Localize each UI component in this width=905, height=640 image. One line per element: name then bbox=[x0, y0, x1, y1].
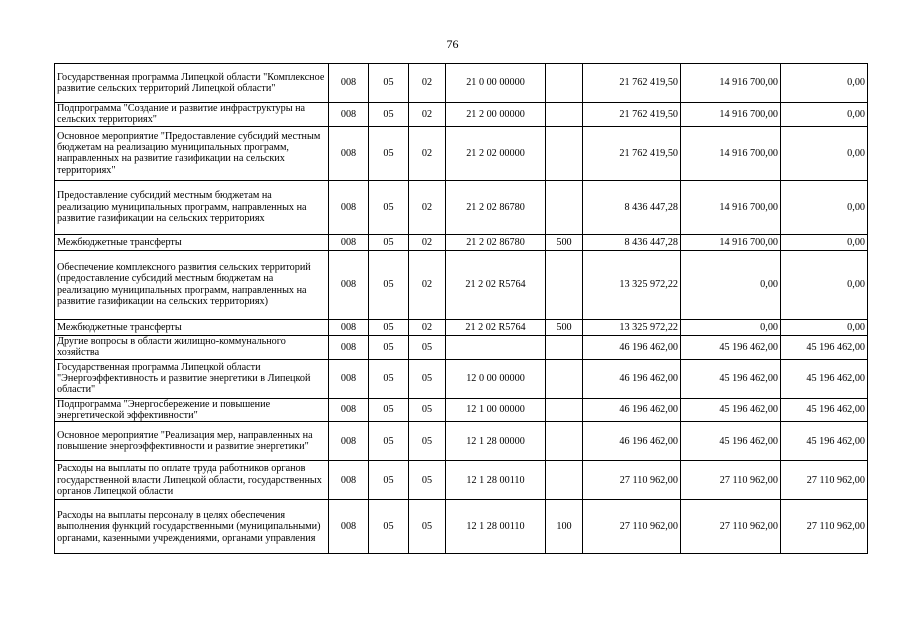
amount-year2-cell: 14 916 700,00 bbox=[681, 126, 781, 180]
table-row bbox=[55, 250, 868, 319]
subsection-code-cell: 05 bbox=[409, 398, 446, 422]
target-article-cell: 12 1 28 00000 bbox=[446, 422, 546, 461]
section-code-cell: 05 bbox=[369, 335, 409, 359]
amount-year3-cell: 0,00 bbox=[781, 234, 868, 250]
section-code-cell: 05 bbox=[369, 234, 409, 250]
admin-code-cell: 008 bbox=[329, 335, 369, 359]
target-article-cell: 21 0 00 00000 bbox=[446, 64, 546, 103]
amount-year1-cell: 21 762 419,50 bbox=[583, 103, 681, 127]
section-code-cell: 05 bbox=[369, 250, 409, 319]
subsection-code-cell: 02 bbox=[409, 234, 446, 250]
subsection-code-cell: 02 bbox=[409, 64, 446, 103]
section-code-cell: 05 bbox=[369, 461, 409, 500]
expense-type-cell bbox=[546, 398, 583, 422]
expense-type-cell bbox=[546, 103, 583, 127]
target-article-cell: 12 1 00 00000 bbox=[446, 398, 546, 422]
admin-code-cell: 008 bbox=[329, 359, 369, 398]
budget-table bbox=[54, 63, 868, 554]
target-article-cell: 12 1 28 00110 bbox=[446, 461, 546, 500]
row-name-cell: Расходы на выплаты персоналу в целях обеспечения выполнения функций государственными (муниципальными) органами, казенными учреждениями, органами управления bbox=[55, 500, 329, 554]
admin-code-cell: 008 bbox=[329, 461, 369, 500]
amount-year3-cell: 0,00 bbox=[781, 250, 868, 319]
subsection-code-cell: 02 bbox=[409, 250, 446, 319]
subsection-code-cell: 02 bbox=[409, 126, 446, 180]
amount-year1-cell: 13 325 972,22 bbox=[583, 250, 681, 319]
amount-year1-cell: 46 196 462,00 bbox=[583, 359, 681, 398]
target-article-cell: 12 1 28 00110 bbox=[446, 500, 546, 554]
amount-year1-cell: 46 196 462,00 bbox=[583, 398, 681, 422]
admin-code-cell: 008 bbox=[329, 126, 369, 180]
expense-type-cell bbox=[546, 422, 583, 461]
section-code-cell: 05 bbox=[369, 359, 409, 398]
amount-year1-cell: 8 436 447,28 bbox=[583, 180, 681, 234]
row-name-cell: Государственная программа Липецкой области "Энергоэффективность и развитие энергетики в Липецкой области" bbox=[55, 359, 329, 398]
table-row bbox=[55, 359, 868, 398]
table-row bbox=[55, 64, 868, 103]
expense-type-cell bbox=[546, 64, 583, 103]
table-row bbox=[55, 180, 868, 234]
amount-year3-cell: 45 196 462,00 bbox=[781, 422, 868, 461]
admin-code-cell: 008 bbox=[329, 180, 369, 234]
expense-type-cell: 100 bbox=[546, 500, 583, 554]
amount-year2-cell: 45 196 462,00 bbox=[681, 398, 781, 422]
section-code-cell: 05 bbox=[369, 319, 409, 335]
amount-year2-cell: 0,00 bbox=[681, 319, 781, 335]
amount-year2-cell: 14 916 700,00 bbox=[681, 64, 781, 103]
amount-year1-cell: 21 762 419,50 bbox=[583, 126, 681, 180]
target-article-cell: 21 2 02 86780 bbox=[446, 234, 546, 250]
amount-year3-cell: 0,00 bbox=[781, 64, 868, 103]
table-row bbox=[55, 126, 868, 180]
admin-code-cell: 008 bbox=[329, 103, 369, 127]
amount-year1-cell: 13 325 972,22 bbox=[583, 319, 681, 335]
amount-year2-cell: 14 916 700,00 bbox=[681, 180, 781, 234]
subsection-code-cell: 02 bbox=[409, 319, 446, 335]
subsection-code-cell: 02 bbox=[409, 103, 446, 127]
table-row bbox=[55, 335, 868, 359]
target-article-cell: 21 2 02 86780 bbox=[446, 180, 546, 234]
section-code-cell: 05 bbox=[369, 180, 409, 234]
expense-type-cell: 500 bbox=[546, 234, 583, 250]
admin-code-cell: 008 bbox=[329, 319, 369, 335]
expense-type-cell bbox=[546, 180, 583, 234]
admin-code-cell: 008 bbox=[329, 250, 369, 319]
row-name-cell: Другие вопросы в области жилищно-коммунального хозяйства bbox=[55, 335, 329, 359]
row-name-cell: Межбюджетные трансферты bbox=[55, 319, 329, 335]
table-row bbox=[55, 319, 868, 335]
target-article-cell: 21 2 02 R5764 bbox=[446, 319, 546, 335]
admin-code-cell: 008 bbox=[329, 234, 369, 250]
target-article-cell: 21 2 02 00000 bbox=[446, 126, 546, 180]
target-article-cell: 21 2 00 00000 bbox=[446, 103, 546, 127]
row-name-cell: Межбюджетные трансферты bbox=[55, 234, 329, 250]
admin-code-cell: 008 bbox=[329, 422, 369, 461]
expense-type-cell bbox=[546, 126, 583, 180]
row-name-cell: Обеспечение комплексного развития сельских территорий (предоставление субсидий местным бюджетам на реализацию муниципальных программ, направленных на развитие газификации на сельских территориях) bbox=[55, 250, 329, 319]
target-article-cell: 21 2 02 R5764 bbox=[446, 250, 546, 319]
subsection-code-cell: 02 bbox=[409, 180, 446, 234]
expense-type-cell bbox=[546, 250, 583, 319]
section-code-cell: 05 bbox=[369, 103, 409, 127]
expense-type-cell: 500 bbox=[546, 319, 583, 335]
subsection-code-cell: 05 bbox=[409, 500, 446, 554]
row-name-cell: Государственная программа Липецкой области "Комплексное развитие сельских территорий Липецкой области" bbox=[55, 64, 329, 103]
subsection-code-cell: 05 bbox=[409, 359, 446, 398]
table-row bbox=[55, 461, 868, 500]
amount-year2-cell: 45 196 462,00 bbox=[681, 422, 781, 461]
section-code-cell: 05 bbox=[369, 64, 409, 103]
amount-year2-cell: 0,00 bbox=[681, 250, 781, 319]
amount-year2-cell: 27 110 962,00 bbox=[681, 500, 781, 554]
amount-year1-cell: 46 196 462,00 bbox=[583, 335, 681, 359]
table-body bbox=[55, 64, 868, 554]
subsection-code-cell: 05 bbox=[409, 422, 446, 461]
amount-year2-cell: 45 196 462,00 bbox=[681, 335, 781, 359]
row-name-cell: Подпрограмма "Энергосбережение и повышение энергетической эффективности" bbox=[55, 398, 329, 422]
amount-year1-cell: 21 762 419,50 bbox=[583, 64, 681, 103]
amount-year3-cell: 27 110 962,00 bbox=[781, 500, 868, 554]
amount-year2-cell: 45 196 462,00 bbox=[681, 359, 781, 398]
admin-code-cell: 008 bbox=[329, 64, 369, 103]
amount-year2-cell: 14 916 700,00 bbox=[681, 103, 781, 127]
page-number: 76 bbox=[446, 37, 459, 51]
amount-year3-cell: 45 196 462,00 bbox=[781, 359, 868, 398]
admin-code-cell: 008 bbox=[329, 500, 369, 554]
section-code-cell: 05 bbox=[369, 422, 409, 461]
admin-code-cell: 008 bbox=[329, 398, 369, 422]
amount-year2-cell: 14 916 700,00 bbox=[681, 234, 781, 250]
row-name-cell: Предоставление субсидий местным бюджетам на реализацию муниципальных программ, направленных на развитие газификации на сельских территориях bbox=[55, 180, 329, 234]
target-article-cell: 12 0 00 00000 bbox=[446, 359, 546, 398]
expense-type-cell bbox=[546, 461, 583, 500]
amount-year3-cell: 45 196 462,00 bbox=[781, 335, 868, 359]
amount-year3-cell: 27 110 962,00 bbox=[781, 461, 868, 500]
expense-type-cell bbox=[546, 335, 583, 359]
amount-year3-cell: 0,00 bbox=[781, 319, 868, 335]
subsection-code-cell: 05 bbox=[409, 461, 446, 500]
amount-year3-cell: 0,00 bbox=[781, 103, 868, 127]
amount-year1-cell: 8 436 447,28 bbox=[583, 234, 681, 250]
table-row bbox=[55, 103, 868, 127]
subsection-code-cell: 05 bbox=[409, 335, 446, 359]
target-article-cell bbox=[446, 335, 546, 359]
amount-year2-cell: 27 110 962,00 bbox=[681, 461, 781, 500]
table-row bbox=[55, 398, 868, 422]
table-row bbox=[55, 500, 868, 554]
amount-year1-cell: 46 196 462,00 bbox=[583, 422, 681, 461]
amount-year3-cell: 0,00 bbox=[781, 180, 868, 234]
table-row bbox=[55, 422, 868, 461]
section-code-cell: 05 bbox=[369, 398, 409, 422]
row-name-cell: Расходы на выплаты по оплате труда работников органов государственной власти Липецкой области, государственных органов Липецкой области bbox=[55, 461, 329, 500]
row-name-cell: Подпрограмма "Создание и развитие инфраструктуры на сельских территориях" bbox=[55, 103, 329, 127]
row-name-cell: Основное мероприятие "Предоставление субсидий местным бюджетам на реализацию муниципальных программ, направленных на развитие газификации на сельских территориях" bbox=[55, 126, 329, 180]
expense-type-cell bbox=[546, 359, 583, 398]
section-code-cell: 05 bbox=[369, 126, 409, 180]
amount-year1-cell: 27 110 962,00 bbox=[583, 500, 681, 554]
table-row bbox=[55, 234, 868, 250]
amount-year1-cell: 27 110 962,00 bbox=[583, 461, 681, 500]
amount-year3-cell: 0,00 bbox=[781, 126, 868, 180]
amount-year3-cell: 45 196 462,00 bbox=[781, 398, 868, 422]
section-code-cell: 05 bbox=[369, 500, 409, 554]
row-name-cell: Основное мероприятие "Реализация мер, направленных на повышение энергоэффективности и развитие энергетики" bbox=[55, 422, 329, 461]
